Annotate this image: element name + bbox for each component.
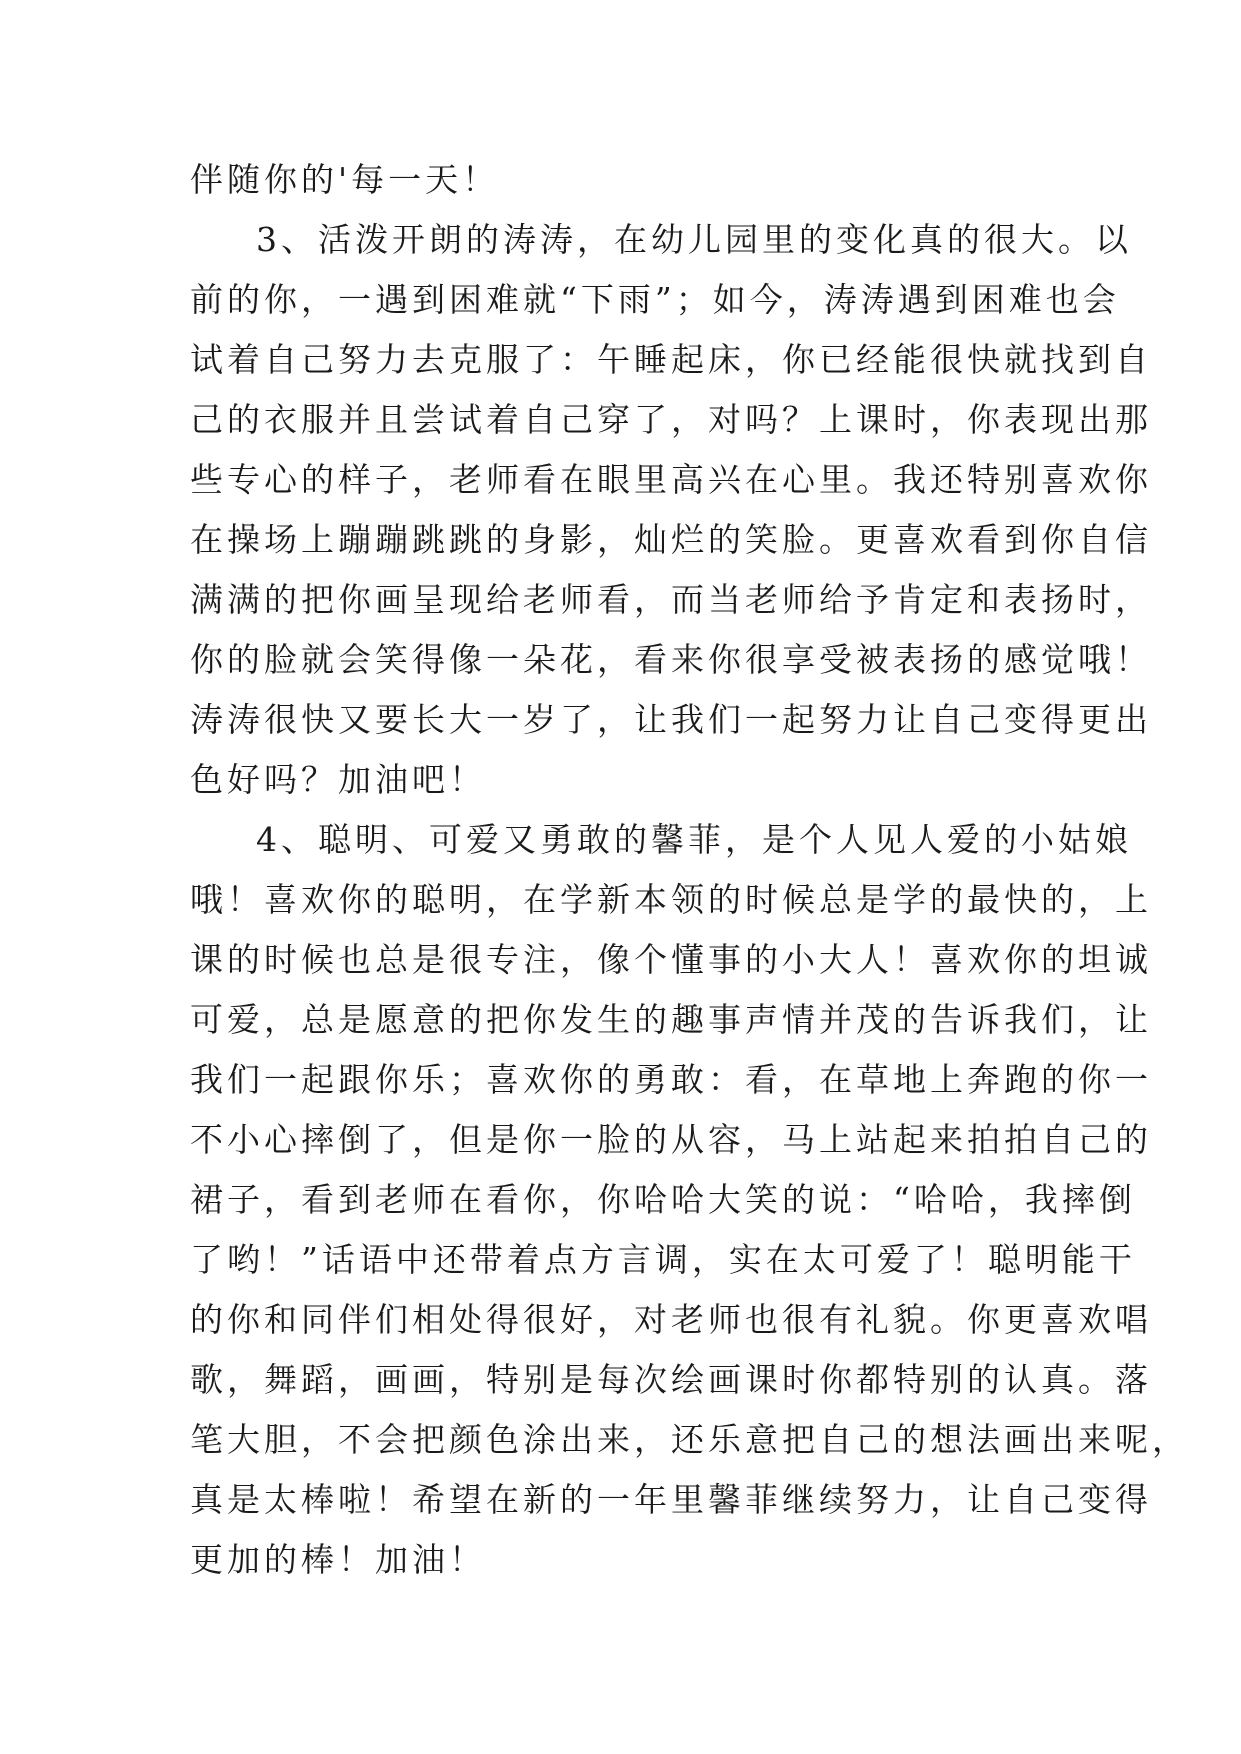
text-line: 你的脸就会笑得像一朵花，看来你很享受被表扬的感觉哦！ [190,640,1152,679]
text-line: 涛涛很快又要长大一岁了，让我们一起努力让自己变得更出 [190,700,1152,739]
text-line: 课的时候也总是很专注，像个懂事的小大人！喜欢你的坦诚 [190,940,1152,979]
text-line: 色好吗？加油吧！ [190,760,486,799]
text-line: 可爱，总是愿意的把你发生的趣事声情并茂的告诉我们，让 [190,1000,1152,1039]
text-line: 了哟！”话语中还带着点方言调，实在太可爱了！聪明能干 [190,1240,1136,1279]
paragraph-4-first-line: 4、聪明、可爱又勇敢的馨菲，是个人见人爱的小姑娘 [256,820,1132,859]
text-line: 歌，舞蹈，画画，特别是每次绘画课时你都特别的认真。落 [190,1360,1152,1399]
text-line: 真是太棒啦！希望在新的一年里馨菲继续努力，让自己变得 [190,1480,1152,1519]
paragraph-3-first-line: 3、活泼开朗的涛涛，在幼儿园里的变化真的很大。以 [256,220,1132,259]
text-line: 伴随你的'每一天！ [190,160,500,199]
text-line: 笔大胆，不会把颜色涂出来，还乐意把自己的想法画出来呢， [190,1420,1189,1459]
text-line: 在操场上蹦蹦跳跳的身影，灿烂的笑脸。更喜欢看到你自信 [190,520,1152,559]
text-line: 我们一起跟你乐；喜欢你的勇敢：看，在草地上奔跑的你一 [190,1060,1152,1099]
text-line: 更加的棒！加油！ [190,1540,486,1579]
text-line: 的你和同伴们相处得很好，对老师也很有礼貌。你更喜欢唱 [190,1300,1152,1339]
text-line: 哦！喜欢你的聪明，在学新本领的时候总是学的最快的，上 [190,880,1152,919]
text-line: 些专心的样子，老师看在眼里高兴在心里。我还特别喜欢你 [190,460,1152,499]
text-line: 前的你，一遇到困难就“下雨”；如今，涛涛遇到困难也会 [190,280,1120,319]
text-line: 己的衣服并且尝试着自己穿了，对吗？上课时，你表现出那 [190,400,1152,439]
text-line: 满满的把你画呈现给老师看，而当老师给予肯定和表扬时， [190,580,1152,619]
text-line: 裙子，看到老师在看你，你哈哈大笑的说：“哈哈，我摔倒 [190,1180,1136,1219]
text-line: 不小心摔倒了，但是你一脸的从容，马上站起来拍拍自己的 [190,1120,1152,1159]
text-line: 试着自己努力去克服了：午睡起床，你已经能很快就找到自 [190,340,1152,379]
